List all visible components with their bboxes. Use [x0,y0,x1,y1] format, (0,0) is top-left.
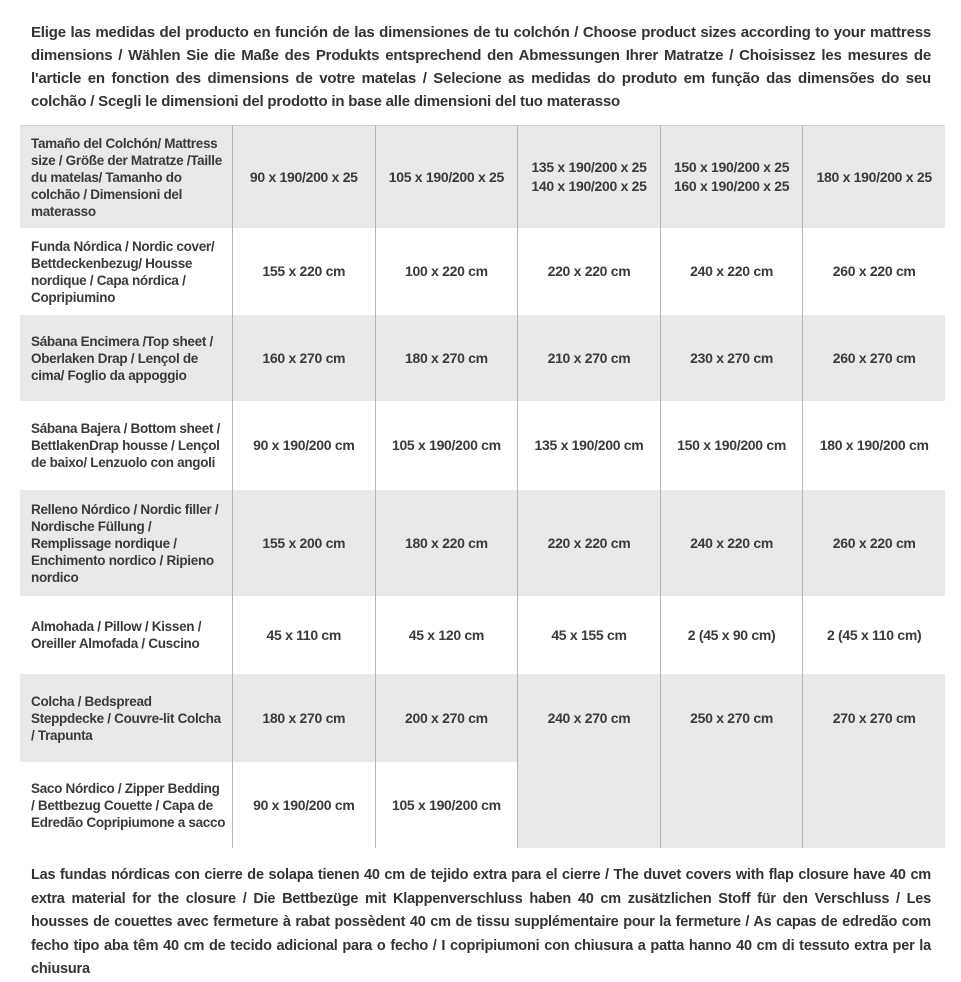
size-cell [517,596,660,674]
table-row-nordic-cover [20,228,945,315]
header-size-cell [802,126,945,228]
size-value: 135 x 190/200 x 25 [531,159,647,175]
size-cell-empty [802,762,945,848]
size-value: 180 x 220 cm [404,534,488,551]
row-label: Saco Nórdico / Zipper Bedding / Bettbezug Couette / Capa de Edredão Copripiumone a sacco [31,780,226,830]
header-label-mattress-size: Tamaño del Colchón/ Mattress size / Größe der Matratze /Taille du matelas/ Tamanho do colchão / Dimensioni del materasso [31,135,222,219]
size-value: 150 x 190/200 x 25 [673,159,790,175]
size-cell [517,490,660,596]
size-value: 270 x 270 cm [832,709,916,726]
size-value: 2 (45 x 90 cm) [687,626,776,643]
size-cell [660,596,803,674]
size-value: 45 x 155 cm [551,626,627,643]
size-cell-empty [660,762,803,848]
size-value: 155 x 220 cm [262,263,346,279]
size-value: 180 x 190/200 cm [819,437,929,453]
size-value: 240 x 220 cm [690,263,773,279]
size-value: 155 x 200 cm [262,534,346,551]
size-cell [232,401,375,490]
size-cell [375,228,518,315]
size-value: 100 x 220 cm [404,263,488,279]
size-value: 90 x 190/200 x 25 [249,168,358,185]
size-cell [375,596,518,674]
size-value: 160 x 190/200 x 25 [673,178,790,194]
size-value-group [531,158,646,196]
size-cell [517,228,660,315]
header-size-cell [660,126,803,228]
size-cell [232,762,375,848]
table-header-row [20,126,945,228]
size-cell [375,315,518,401]
size-value: 180 x 270 cm [262,709,346,726]
size-cell [660,490,803,596]
size-value: 220 x 220 cm [547,263,631,279]
size-value: 150 x 190/200 cm [677,437,786,453]
size-cell [375,674,518,762]
size-value: 45 x 110 cm [266,626,342,643]
header-size-cell [517,126,660,228]
table-row-zipper-bedding [20,762,945,848]
size-cell-empty [517,762,660,848]
table-row-pillow [20,596,945,674]
size-cell [660,228,803,315]
size-value: 210 x 270 cm [547,349,631,366]
size-cell [660,674,803,762]
size-value: 240 x 270 cm [547,709,631,726]
size-value: 105 x 190/200 cm [391,437,501,453]
header-size-cell [375,126,518,228]
size-value: 160 x 270 cm [262,349,346,366]
size-cell [802,401,945,490]
size-cell [802,228,945,315]
size-cell [660,315,803,401]
size-value: 180 x 190/200 x 25 [816,168,932,185]
size-cell [517,315,660,401]
size-cell [517,674,660,762]
size-cell [232,228,375,315]
size-cell [375,762,518,848]
table-row-bedspread [20,674,945,762]
size-value-group [674,158,789,196]
size-cell [232,490,375,596]
size-cell [802,596,945,674]
size-value: 200 x 270 cm [404,709,488,726]
size-cell [232,315,375,401]
row-label: Almohada / Pillow / Kissen / Oreiller Almofada / Cuscino [31,619,202,651]
size-value: 230 x 270 cm [690,349,773,366]
table-row-top-sheet [20,315,945,401]
intro-text: Elige las medidas del producto en función de las dimensiones de tu colchón / Choose product sizes according to your mattress dimensions / Wählen Sie die Maße des Produkts entsprechend den Abmessungen Ihrer Matratze / Choisissez les mesures de l'article en fonction des dimensions de votre matelas / Selecione as medidas do produto em função das dimensões do seu colchão / Scegli le dimensioni del prodotto in base alle dimensioni del tuo materasso [31,24,931,110]
size-cell [232,674,375,762]
size-value: 240 x 220 cm [690,534,773,551]
size-value: 260 x 220 cm [832,263,916,279]
size-value: 135 x 190/200 cm [534,437,644,453]
size-value: 220 x 220 cm [547,534,631,551]
row-label: Colcha / Bedspread Steppdecke / Couvre-lit Colcha / Trapunta [31,693,221,743]
header-size-cell [232,126,375,228]
size-cell [660,401,803,490]
size-value: 260 x 220 cm [832,534,916,551]
table-row-bottom-sheet [20,401,945,490]
size-value: 260 x 270 cm [832,349,916,366]
size-table [20,125,945,848]
size-value: 105 x 190/200 cm [391,796,501,813]
size-cell [232,596,375,674]
size-value: 105 x 190/200 x 25 [388,168,505,185]
size-value: 45 x 120 cm [408,626,485,643]
row-label: Funda Nórdica / Nordic cover/ Bettdeckenbezug/ Housse nordique / Capa nórdica / Copripiumino [31,238,215,305]
size-value: 180 x 270 cm [404,349,488,366]
row-label: Relleno Nórdico / Nordic filler / Nordische Füllung / Remplissage nordique / Enchimento nordico / Ripieno nordico [31,501,219,585]
size-value: 250 x 270 cm [690,709,773,726]
size-cell [375,490,518,596]
size-value: 2 (45 x 110 cm) [826,626,922,643]
size-value: 90 x 190/200 cm [253,796,355,813]
size-cell [517,401,660,490]
footer-note: Las fundas nórdicas con cierre de solapa tienen 40 cm de tejido extra para el cierre / The duvet covers with flap closure have 40 cm extra material for the closure / Die Bettbezüge mit Klappenverschluss haben 40 cm zusätzlichen Stoff für den Verschluss / Les housses de couettes avec fermeture à rabat possèdent 40 cm de tissu supplémentaire pour la fermeture / As capas de edredão com fecho tipo aba têm 40 cm de tecido adicional para o fecho / I copripiumoni con chiusura a patta hanno 40 cm di tessuto extra per la chiusura [31,867,931,977]
size-cell [802,315,945,401]
row-label: Sábana Encimera /Top sheet / Oberlaken Drap / Lençol de cima/ Foglio da appoggio [31,333,213,383]
size-cell [802,490,945,596]
size-value: 140 x 190/200 x 25 [531,178,647,194]
table-row-nordic-filler [20,490,945,596]
size-cell [802,674,945,762]
row-label: Sábana Bajera / Bottom sheet / BettlakenDrap housse / Lençol de baixo/ Lenzuolo con angoli [31,421,221,470]
size-value: 90 x 190/200 cm [253,437,355,453]
size-cell [375,401,518,490]
